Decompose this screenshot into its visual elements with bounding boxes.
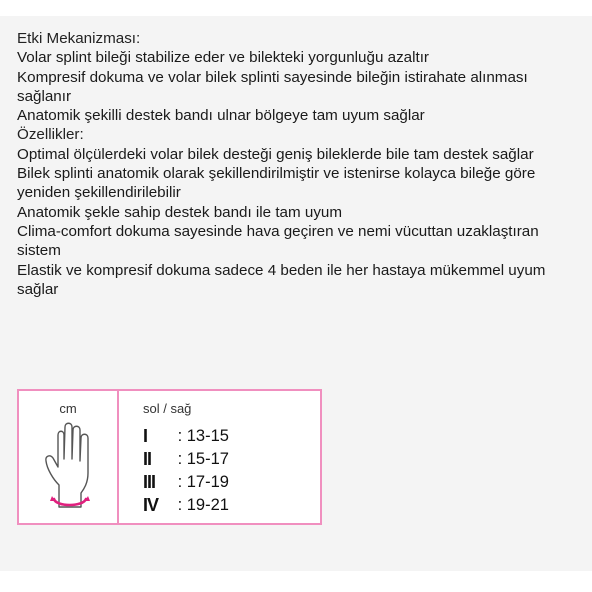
size-range: : 17-19 [173,473,229,491]
feature-item-4: Clima-comfort dokuma sayesinde hava geçiren ve nemi vücuttan uzaklaştıran sistem [17,222,539,260]
unit-label: cm [59,401,77,416]
size-row [143,448,229,471]
hand-measure-icon [43,421,99,517]
size-row [143,471,229,494]
product-description [17,29,582,299]
size-code: I [143,426,148,446]
feature-item-2: Bilek splinti anatomik olarak şekillendirilmiştir ve istenirse kolayca bileğe göre yeniden şekillendirilebilir [17,165,536,202]
size-rows [143,425,229,517]
size-chart [17,389,322,525]
mechanism-item-2: Kompresif dokuma ve volar bilek splinti sayesinde bileğin istirahate alınması sağlanır [17,68,528,105]
side-label: sol / sağ [143,401,192,416]
size-row [143,494,229,517]
mechanism-item-1: Volar splint bileği stabilize eder ve bilekteki yorgunluğu azaltır [17,49,429,67]
size-range: : 15-17 [173,450,229,468]
size-code: II [143,449,152,469]
features-heading: Özellikler: [17,126,84,144]
feature-item-1: Optimal ölçülerdeki volar bilek desteği geniş bileklerde bile tam destek sağlar [17,145,534,163]
feature-item-3: Anatomik şekle sahip destek bandı ile tam uyum [17,203,343,221]
size-row [143,425,229,448]
size-range: : 19-21 [173,496,229,514]
size-chart-divider [117,391,119,523]
feature-item-5: Elastik ve kompresif dokuma sadece 4 beden ile her hastaya mükemmel uyum sağlar [17,261,546,298]
mechanism-item-3: Anatomik şekilli destek bandı ulnar bölgeye tam uyum sağlar [17,107,425,125]
size-range: : 13-15 [173,427,229,445]
mechanism-heading: Etki Mekanizması: [17,30,141,47]
size-code: IV [143,495,159,515]
content-panel [0,16,592,571]
size-code: III [143,472,156,492]
